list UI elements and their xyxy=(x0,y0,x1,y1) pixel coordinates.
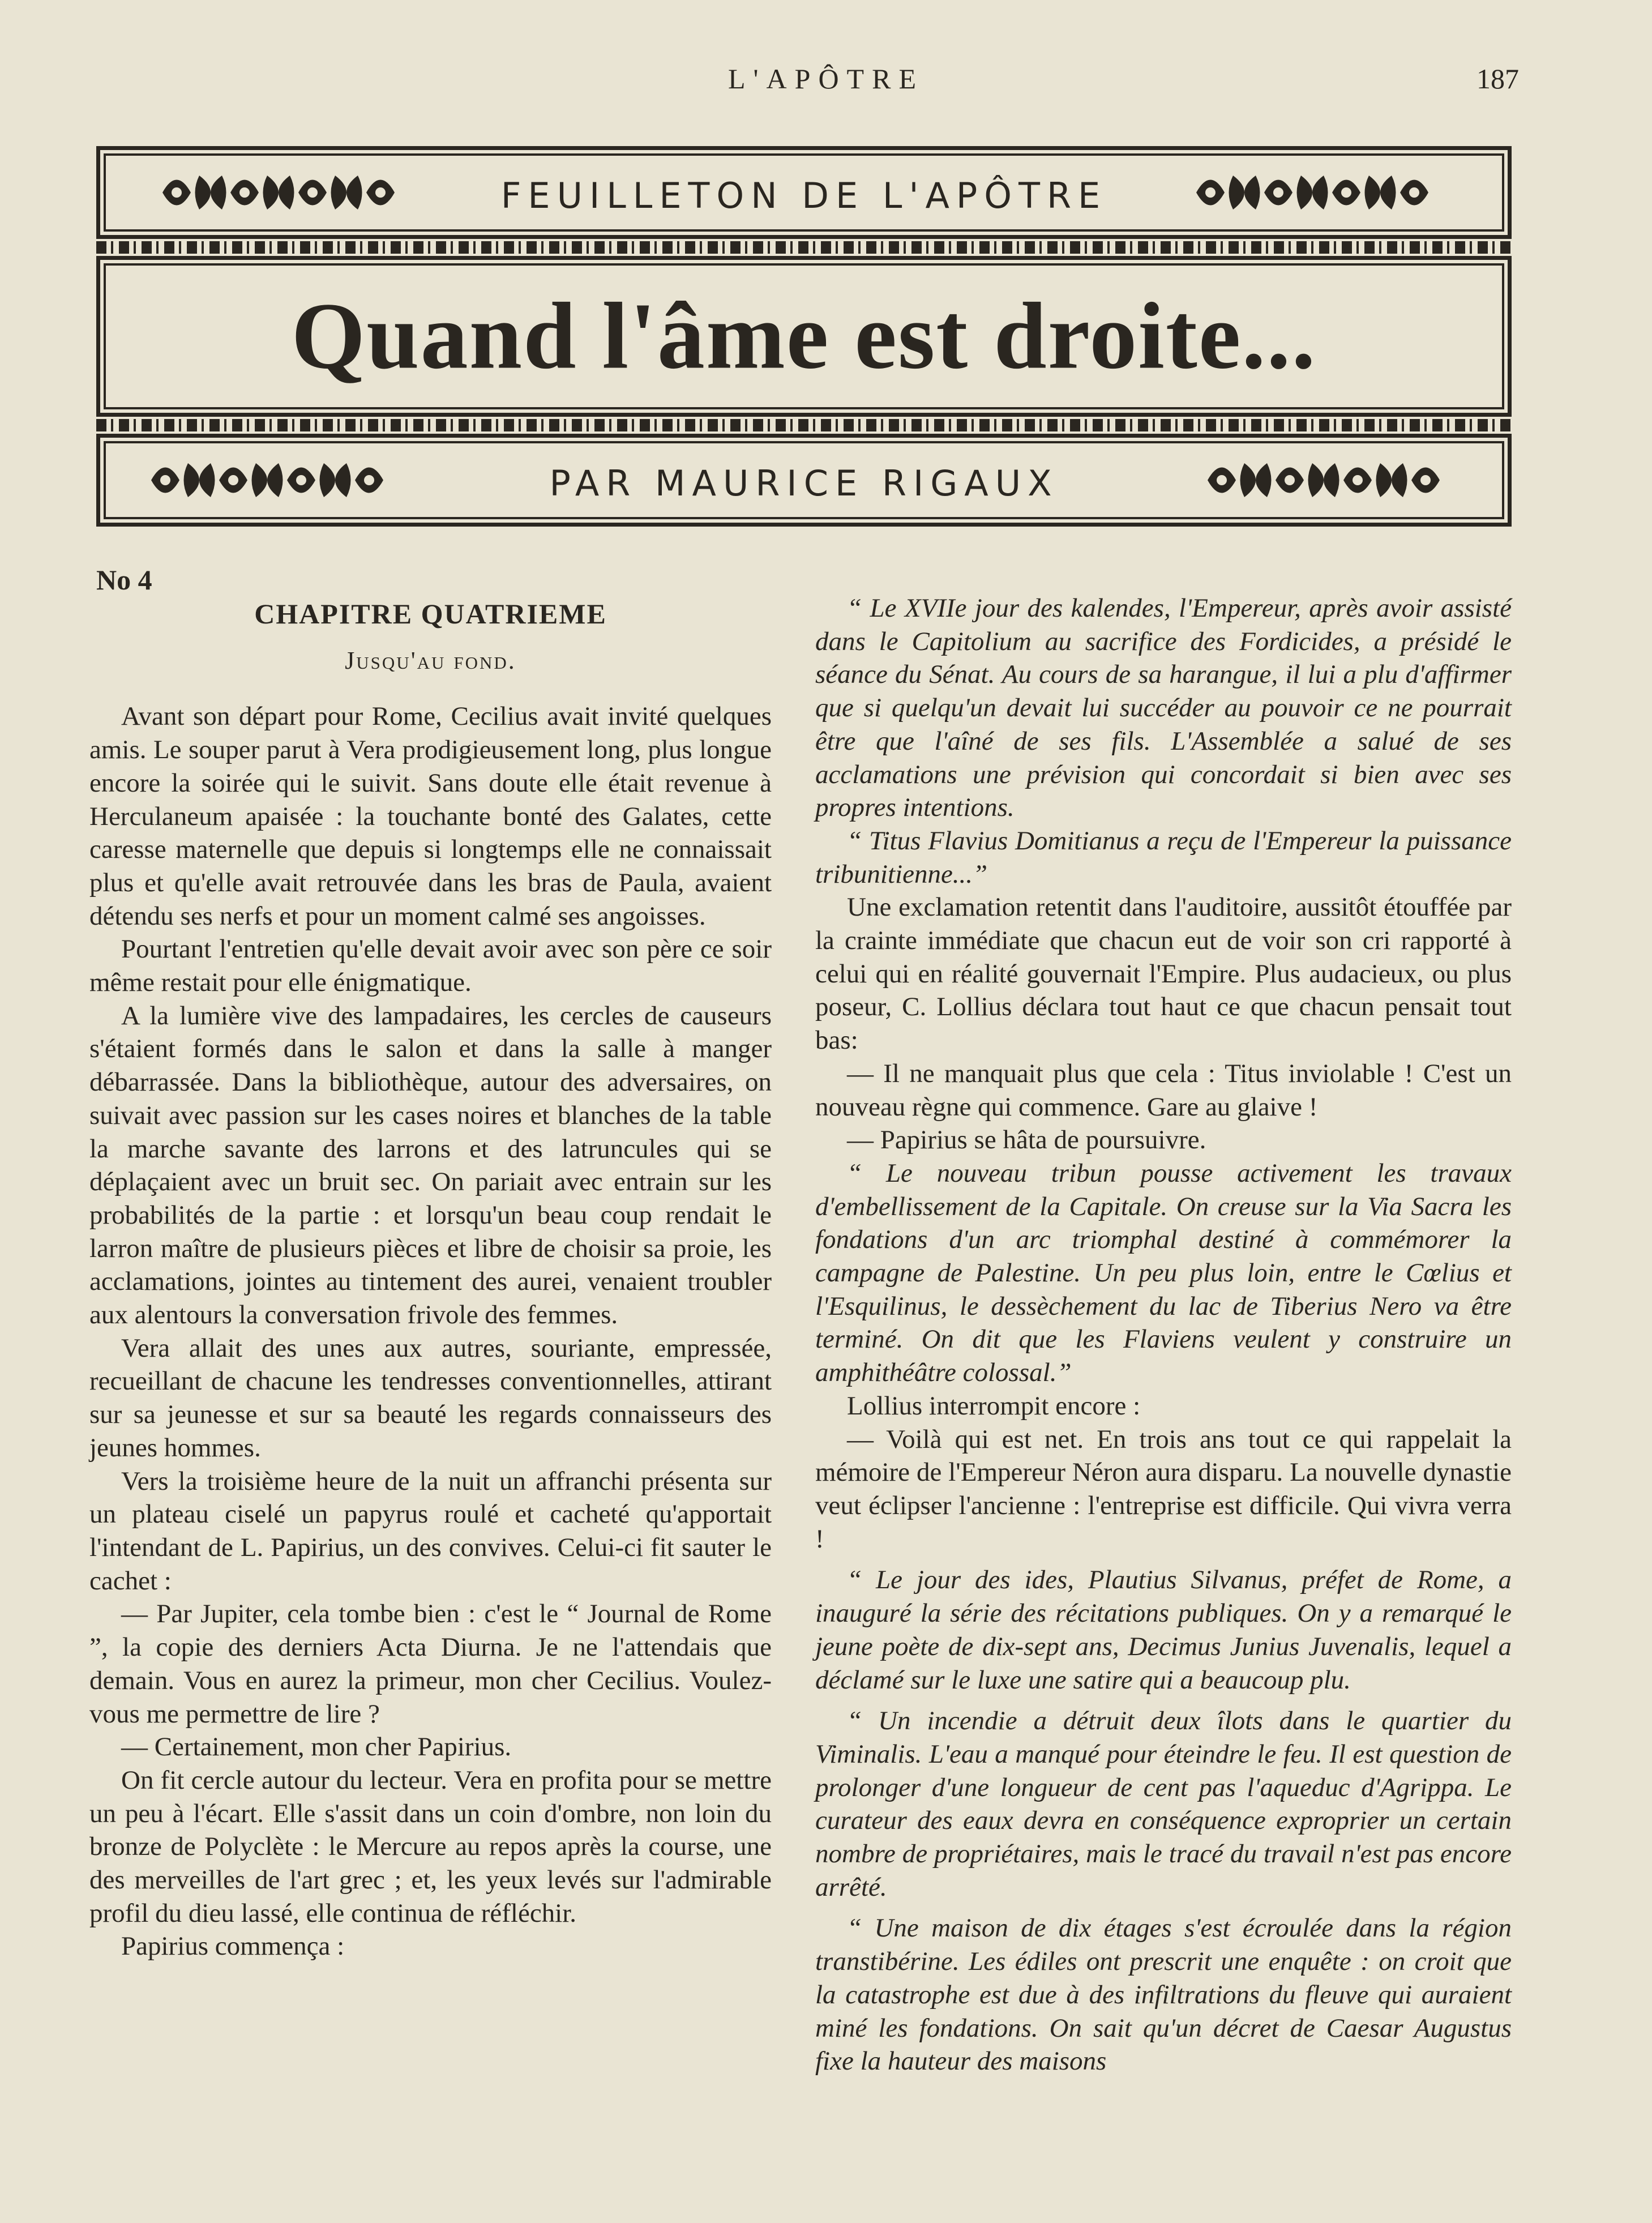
chain-border xyxy=(96,241,1512,254)
paragraph: — Par Jupiter, cela tombe bien : c'est le “ Journal de Rome ”, la copie des derniers Acta Diurna. Je ne l'attendais que demain. Vous en aurez la primeur, mon cher Cecilius. Voulez-vous me permettre de lire ? xyxy=(89,1599,772,1729)
paragraph: — Papirius se hâta de poursuivre. xyxy=(847,1125,1206,1155)
acta-quote: “ Une maison de dix étages s'est écroulée dans la région transtibérine. Les édiles ont prescrit une enquête : on croit que la catastrophe est due à des infiltrations du fleuve qui auraient miné les fondations. On sait qu'un décret de Caesar Augustus fixe la hauteur des maisons xyxy=(815,1913,1512,2076)
paragraph: Avant son départ pour Rome, Cecilius avait invité quelques amis. Le souper parut à Vera prodigieusement long, plus longue encore la soirée qui le suivit. Sans doute elle était revenue à Herculaneum apaisée : la touchante bonté des Galates, cette caresse maternelle que depuis si longtemps elle ne connaissait plus et qu'elle avait retrouvée dans les bras de Paula, avaient détendu ses nerfs et pour un moment calmé ses angoisses. xyxy=(89,702,772,931)
acta-quote: “ Le XVIIe jour des kalendes, l'Empereur, après avoir assisté dans le Capitolium au sacrifice des Fordicides, a présidé le séance du Sénat. Au cours de sa harangue, il lui a plu d'affirmer que si quelqu'un devait lui succéder au pouvoir ce ne pourrait être que l'aîné de ses fils. L'Assemblée a salué de ses acclamations une prévision qui concordait si bien avec ses propres intentions. xyxy=(815,593,1512,823)
acta-quote: “ Un incendie a détruit deux îlots dans le quartier du Viminalis. L'eau a manqué pour éteindre le feu. Il est question de prolonger d'une longueur de cent pas l'aqueduc d'Agrippa. Le curateur des eaux devra en conséquence exproprier un certain nombre de propriétaires, mais le tracé du travail n'est pas encore arrêté. xyxy=(815,1706,1512,1902)
issue-number: No 4 xyxy=(96,564,152,596)
left-column xyxy=(89,592,772,1963)
running-title: L'APÔTRE xyxy=(727,63,924,95)
paragraph: Pourtant l'entretien qu'elle devait avoir avec son père ce soir même restait pour elle énigmatique. xyxy=(89,934,772,998)
page-number: 187 xyxy=(1476,63,1519,95)
paragraph: Lollius interrompit encore : xyxy=(847,1391,1141,1421)
chapter-heading: CHAPITRE QUATRIEME xyxy=(254,598,607,630)
author-byline: PAR MAURICE RIGAUX xyxy=(549,463,1059,504)
acta-quote: “ Le nouveau tribun pousse activement les travaux d'embellissement de la Capitale. On creuse sur la Via Sacra les fondations d'un arc triomphal destiné à commémorer la campagne de Palestine. Un peu plus loin, entre le Cœlius et l'Esquilinus, le dessèchement du lac de Tiberius Nero va être terminé. On dit que les Flaviens veulent y construire un amphithéâtre colossal.” xyxy=(815,1158,1512,1388)
paragraph: Papirius commença : xyxy=(121,1931,345,1961)
paragraph: A la lumière vive des lampadaires, les cercles de causeurs s'étaient formés dans le salon et dans la salle à manger débarrassée. Dans la bibliothèque, autour des adversaires, on suivait avec passion sur les cases noires et blanches de la table la marche savante des larrons et des latruncules qui se déplaçaient avec un bruit sec. On pariait avec entrain sur les probabilités de la partie : et lorsqu'un beau coup rendait le larron maître de plusieurs pièces et libre de choisir sa proie, les acclamations, jointes au tintement des aurei, venaient troubler aux alentours la conversation frivole des femmes. xyxy=(89,1001,772,1330)
chain-border xyxy=(96,419,1512,431)
title-frame xyxy=(96,256,1512,417)
acta-quote: “ Titus Flavius Domitianus a reçu de l'Empereur la puissance tribunitienne...” xyxy=(815,826,1512,889)
paragraph: — Il ne manquait plus que cela : Titus inviolable ! C'est un nouveau règne qui commence. Gare au glaive ! xyxy=(815,1058,1512,1122)
feuilleton-banner xyxy=(96,146,1512,527)
acta-quote: “ Le jour des ides, Plautius Silvanus, préfet de Rome, a inauguré la série des récitations publiques. On y a remarqué le jeune poète de dix-sept ans, Decimus Junius Juvenalis, lequel a déclamé sur le luxe une satire qui a beaucoup plu. xyxy=(815,1565,1512,1695)
author-frame xyxy=(96,434,1512,527)
paragraph: — Voilà qui est net. En trois ans tout ce qui rappelait la mémoire de l'Empereur Néron aura disparu. La nouvelle dynastie veut éclipser l'ancienne : l'entreprise est difficile. Qui vivra verra ! xyxy=(815,1424,1512,1554)
fleuron-ornament-icon xyxy=(1202,452,1462,508)
feuilleton-frame xyxy=(96,146,1512,239)
paragraph: On fit cercle autour du lecteur. Vera en profita pour se mettre un peu à l'écart. Elle s'assit dans un coin d'ombre, non loin du bronze de Polyclète : le Mercure au repos après la course, une des merveilles de l'art grec ; et, les yeux levés sur l'admirable profil du dieu lassé, elle continua de réfléchir. xyxy=(89,1765,772,1928)
paragraph: Vers la troisième heure de la nuit un affranchi présenta sur un plateau ciselé un papyrus roulé et cacheté qu'apportait l'intendant de L. Papirius, un des convives. Celui-ci fit sauter le cachet : xyxy=(89,1466,772,1596)
paragraph: Vera allait des unes aux autres, souriante, empressée, recueillant de chacune les tendresses conventionnelles, attirant sur sa jeunesse et sur sa beauté les regards connaisseurs des jeunes hommes. xyxy=(89,1333,772,1463)
paragraph: — Certainement, mon cher Papirius. xyxy=(121,1732,512,1762)
feuilleton-label: FEUILLETON DE L'APÔTRE xyxy=(500,175,1107,216)
right-column xyxy=(815,592,1512,2078)
fleuron-ornament-icon xyxy=(1191,164,1451,221)
chapter-subtitle: Jusqu'au fond. xyxy=(345,646,516,674)
paragraph: Une exclamation retentit dans l'auditoire, aussitôt étouffée par la crainte immédiate que chacun eut de voir son cri rapporté à celui qui en réalité gouvernait l'Empire. Plus audacieux, ou plus poseur, C. Lollius déclara tout haut ce que chacun pensait tout bas: xyxy=(815,892,1512,1055)
story-title: Quand l'âme est droite... xyxy=(291,283,1317,389)
running-head xyxy=(0,62,1652,102)
